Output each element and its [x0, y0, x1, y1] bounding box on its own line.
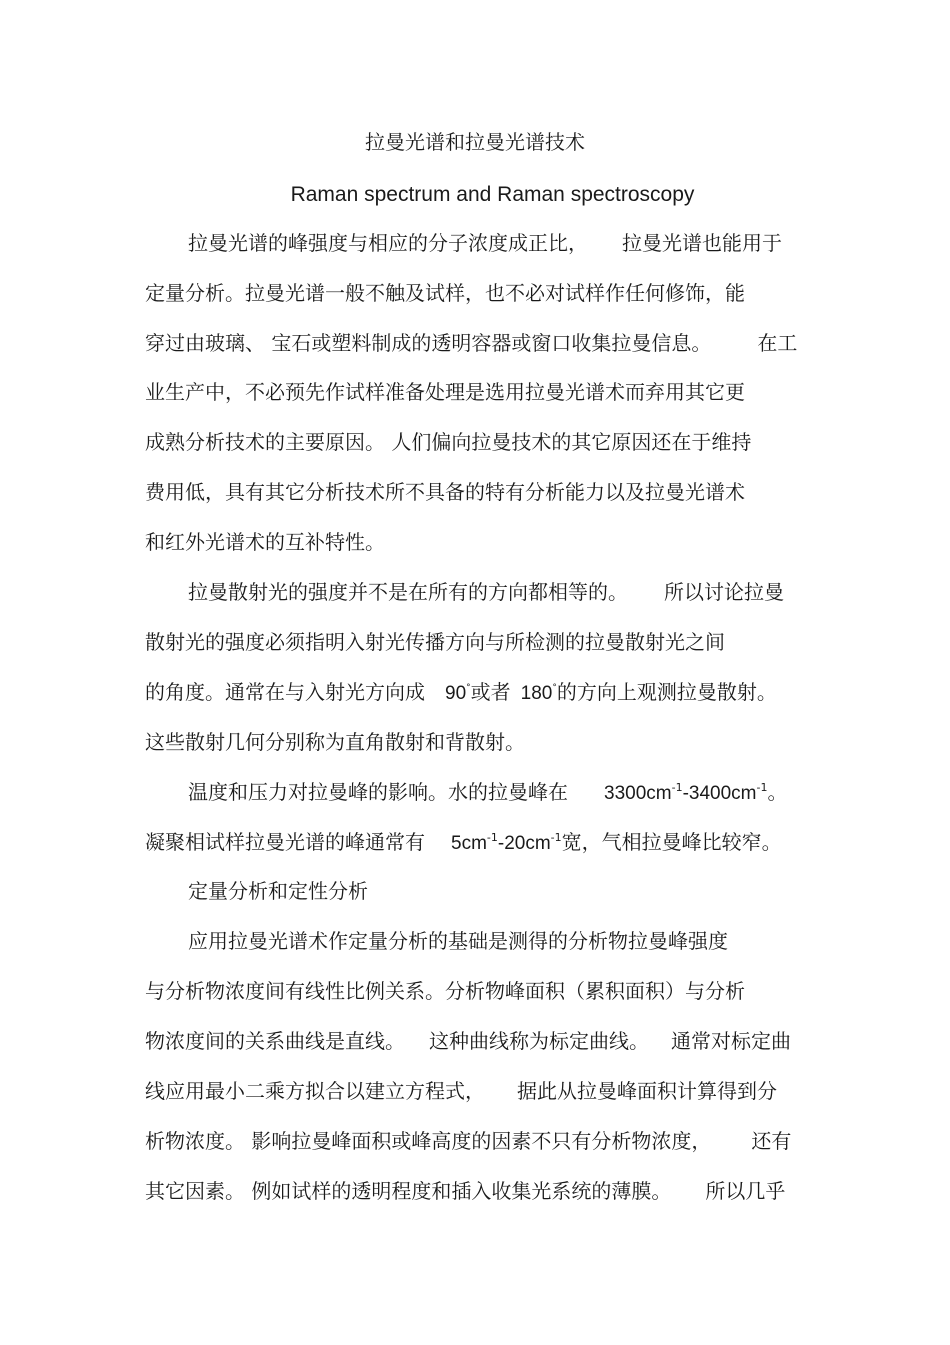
paragraph-1-line-7: 和红外光谱术的互补特性。	[145, 530, 385, 554]
paragraph-2-line-4: 这些散射几何分别称为直角散射和背散射。	[145, 730, 525, 754]
paragraph-1-line-4: 业生产中，不必预先作试样准备处理是选用拉曼光谱术而弃用其它更	[145, 380, 745, 404]
paragraph-4-line-2: 与分析物浓度间有线性比例关系。分析物峰面积（累积面积）与分析	[145, 979, 745, 1003]
paragraph-1-line-2: 定量分析。拉曼光谱一般不触及试样，也不必对试样作任何修饰，能	[145, 281, 745, 305]
paragraph-4-line-6: 其它因素。 例如试样的透明程度和插入收集光系统的薄膜。 所以几乎	[145, 1179, 786, 1203]
paragraph-2-line-3: 的角度。通常在与入射光方向成 90°或者 180°的方向上观测拉曼散射。	[145, 680, 777, 704]
paragraph-4-line-4: 线应用最小二乘方拟合以建立方程式， 据此从拉曼峰面积计算得到分	[145, 1079, 777, 1103]
paragraph-3-line-1: 温度和压力对拉曼峰的影响。水的拉曼峰在 $3300cm^{-1}-3400cm^{-1}$。	[188, 780, 788, 804]
paragraph-1-line-5: 成熟分析技术的主要原因。 人们偏向拉曼技术的其它原因还在于维持	[145, 430, 752, 454]
paragraph-1-line-6: 费用低，具有其它分析技术所不具备的特有分析能力以及拉曼光谱术	[145, 480, 745, 504]
document-title-chinese: 拉曼光谱和拉曼光谱技术	[365, 130, 585, 154]
paragraph-1-line-3: 穿过由玻璃、 宝石或塑料制成的透明容器或窗口收集拉曼信息。 在工	[145, 331, 798, 355]
section-heading: 定量分析和定性分析	[188, 879, 368, 903]
document-title-english: Raman spectrum and Raman spectroscopy	[290, 183, 695, 206]
paragraph-4-line-5: 析物浓度。 影响拉曼峰面积或峰高度的因素不只有分析物浓度， 还有	[145, 1129, 792, 1153]
paragraph-4-line-3: 物浓度间的关系曲线是直线。 这种曲线称为标定曲线。 通常对标定曲	[145, 1029, 791, 1053]
paragraph-4-line-1: 应用拉曼光谱术作定量分析的基础是测得的分析物拉曼峰强度	[188, 929, 728, 953]
paragraph-2-line-1: 拉曼散射光的强度并不是在所有的方向都相等的。 所以讨论拉曼	[188, 580, 784, 604]
paragraph-1-line-1: 拉曼光谱的峰强度与相应的分子浓度成正比， 拉曼光谱也能用于	[188, 231, 782, 255]
paragraph-2-line-2: 散射光的强度必须指明入射光传播方向与所检测的拉曼散射光之间	[145, 630, 725, 654]
paragraph-3-line-2: 凝聚相试样拉曼光谱的峰通常有 $5cm^{-1}-20cm^{-1}$宽，气相拉曼峰比较窄。	[145, 830, 782, 854]
